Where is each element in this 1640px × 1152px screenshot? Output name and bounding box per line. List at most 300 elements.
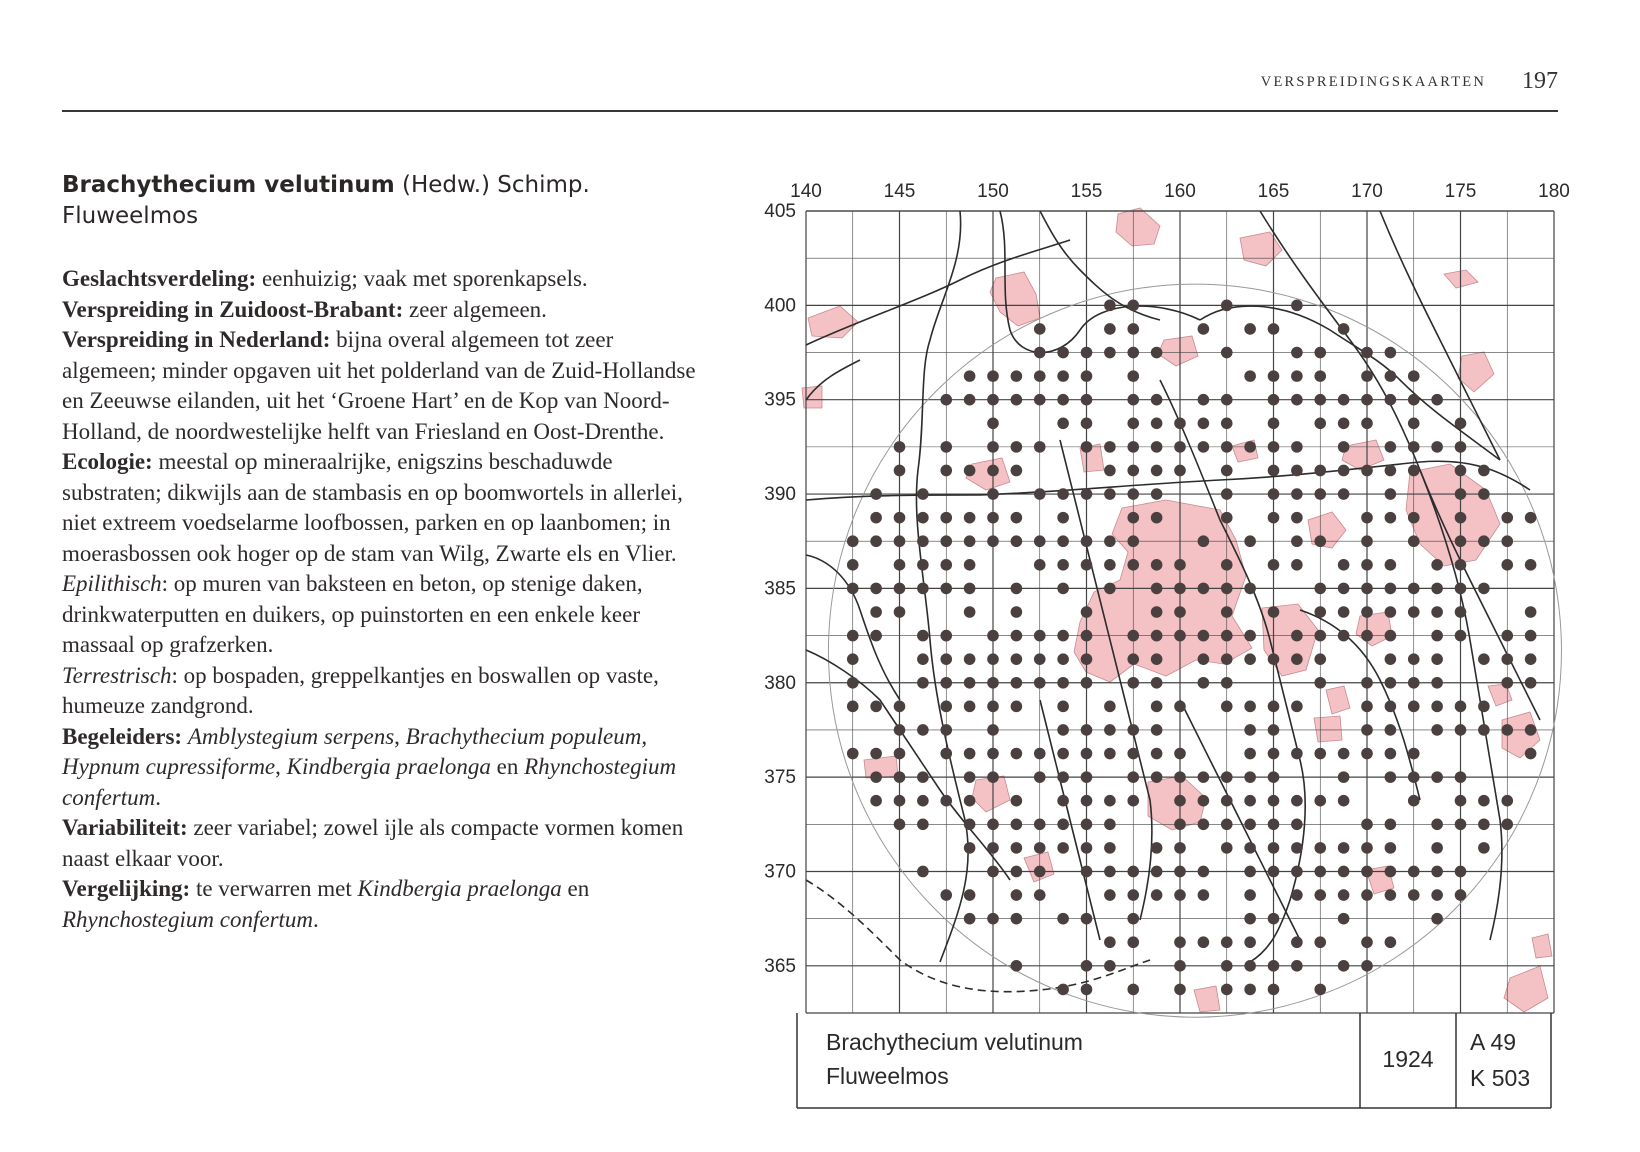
record-dot	[1314, 795, 1326, 807]
record-dot	[1081, 771, 1093, 783]
road-line	[806, 650, 1010, 880]
record-dot	[1408, 417, 1420, 429]
record-dot	[1361, 417, 1373, 429]
record-dot	[1127, 465, 1139, 477]
y-tick-label: 390	[764, 484, 796, 506]
record-dot	[1011, 465, 1023, 477]
record-dot	[1268, 960, 1280, 972]
record-dot	[1455, 583, 1467, 595]
record-dot	[1011, 818, 1023, 830]
record-dot	[1081, 417, 1093, 429]
record-dot	[1314, 347, 1326, 359]
record-dot	[1291, 866, 1303, 878]
page-number: 197	[1522, 68, 1558, 94]
record-dot	[1081, 960, 1093, 972]
record-dot	[1361, 866, 1373, 878]
text-variabiliteit: zeer variabel; zowel ijle als compacte vormen komen naast elkaar voor.	[62, 815, 684, 871]
record-dot	[1151, 347, 1163, 359]
record-dot	[894, 441, 906, 453]
record-dot	[1268, 701, 1280, 713]
record-dot	[894, 512, 906, 524]
record-dot	[1127, 347, 1139, 359]
label-verspreiding-zob: Verspreiding in Zuidoost-Brabant:	[62, 296, 404, 322]
record-dot	[894, 818, 906, 830]
record-dot	[1057, 512, 1069, 524]
record-dot	[1244, 771, 1256, 783]
record-dot	[1151, 441, 1163, 453]
record-dot	[917, 653, 929, 665]
record-dot	[940, 583, 952, 595]
record-dot	[1268, 771, 1280, 783]
record-dot	[1221, 653, 1233, 665]
record-dot	[1361, 583, 1373, 595]
record-dot	[1221, 417, 1233, 429]
conjunction: en	[490, 754, 525, 779]
record-dot	[1385, 370, 1397, 382]
record-dot	[870, 771, 882, 783]
label-terrestrisch: Terrestrisch	[62, 662, 172, 688]
record-dot	[987, 771, 999, 783]
record-dot	[894, 771, 906, 783]
record-dot	[1385, 488, 1397, 500]
record-dot	[1525, 630, 1537, 642]
record-dot	[1314, 606, 1326, 618]
record-dot	[1268, 441, 1280, 453]
record-dot	[1011, 653, 1023, 665]
record-dot	[1198, 936, 1210, 948]
record-dot	[1104, 465, 1116, 477]
record-dot	[1034, 630, 1046, 642]
record-dot	[1057, 913, 1069, 925]
record-dot	[1198, 535, 1210, 547]
record-dot	[1057, 370, 1069, 382]
record-dot	[1198, 866, 1210, 878]
record-dot	[894, 559, 906, 571]
record-dot	[1314, 866, 1326, 878]
record-dot	[1431, 889, 1443, 901]
record-dot	[1057, 488, 1069, 500]
record-dot	[1104, 748, 1116, 760]
record-dot	[1408, 370, 1420, 382]
record-dot	[847, 559, 859, 571]
species-kindbergia-compare: Kindbergia praelonga	[357, 876, 562, 901]
record-dot	[1174, 748, 1186, 760]
record-dot	[1385, 771, 1397, 783]
record-dot	[1338, 771, 1350, 783]
record-dot	[1268, 724, 1280, 736]
record-dot	[1244, 889, 1256, 901]
record-dot	[1127, 323, 1139, 335]
record-dot	[847, 748, 859, 760]
record-dot	[1431, 583, 1443, 595]
record-dot	[1338, 748, 1350, 760]
record-dot	[1455, 417, 1467, 429]
record-dot	[1244, 795, 1256, 807]
road-line	[1000, 211, 1200, 353]
record-dot	[1244, 842, 1256, 854]
record-dot	[964, 701, 976, 713]
record-dot	[940, 465, 952, 477]
record-dot	[1198, 630, 1210, 642]
record-dot	[1081, 441, 1093, 453]
record-dot	[1011, 394, 1023, 406]
record-dot	[1408, 512, 1420, 524]
record-dot	[1338, 630, 1350, 642]
record-dot	[1104, 889, 1116, 901]
record-dot	[1361, 370, 1373, 382]
record-dot	[1174, 936, 1186, 948]
y-tick-label: 405	[764, 201, 796, 222]
record-dot	[1057, 417, 1069, 429]
record-dot	[1057, 535, 1069, 547]
record-dot	[1011, 701, 1023, 713]
record-dot	[940, 677, 952, 689]
record-dot	[1104, 323, 1116, 335]
record-dot	[1268, 323, 1280, 335]
record-dot	[1361, 347, 1373, 359]
record-dot	[1431, 630, 1443, 642]
record-dot	[1525, 606, 1537, 618]
record-dot	[964, 394, 976, 406]
record-dot	[1081, 559, 1093, 571]
record-dot	[1104, 559, 1116, 571]
record-dot	[1268, 795, 1280, 807]
record-dot	[1291, 465, 1303, 477]
record-dot	[847, 677, 859, 689]
record-dot	[964, 370, 976, 382]
record-dot	[1268, 370, 1280, 382]
record-dot	[1455, 512, 1467, 524]
record-dot	[1268, 417, 1280, 429]
record-dot	[940, 512, 952, 524]
x-tick-label: 175	[1444, 181, 1477, 202]
record-dot	[1314, 630, 1326, 642]
legend-species-name: Brachythecium velutinum	[826, 1029, 1083, 1055]
record-dot	[1385, 347, 1397, 359]
species-amblystegium: Amblystegium serpens	[187, 723, 395, 749]
record-dot	[987, 701, 999, 713]
record-dot	[1314, 984, 1326, 996]
record-dot	[1244, 818, 1256, 830]
record-dot	[1081, 370, 1093, 382]
record-dot	[1408, 866, 1420, 878]
urban-area	[1406, 464, 1500, 566]
record-dot	[1034, 653, 1046, 665]
x-tick-label: 170	[1351, 181, 1383, 202]
record-dot	[1104, 724, 1116, 736]
record-dot	[1174, 441, 1186, 453]
record-dot	[1011, 748, 1023, 760]
record-dot	[1501, 677, 1513, 689]
record-dot	[1291, 701, 1303, 713]
record-dot	[987, 488, 999, 500]
record-dot	[1291, 488, 1303, 500]
record-dot	[1525, 512, 1537, 524]
record-dot	[964, 583, 976, 595]
record-dot	[1408, 465, 1420, 477]
record-dot	[1081, 724, 1093, 736]
period: .	[313, 906, 319, 932]
record-dot	[1057, 818, 1069, 830]
record-dot	[1455, 701, 1467, 713]
record-dot	[1104, 488, 1116, 500]
record-dot	[1338, 559, 1350, 571]
record-dot	[1385, 441, 1397, 453]
label-epilithisch: Epilithisch	[62, 571, 162, 596]
record-dot	[1314, 465, 1326, 477]
record-dot	[1268, 748, 1280, 760]
record-dot	[1338, 960, 1350, 972]
record-dot	[1408, 748, 1420, 760]
record-dot	[1221, 559, 1233, 571]
record-dot	[964, 512, 976, 524]
y-tick-label: 370	[764, 861, 796, 883]
record-dot	[1361, 842, 1373, 854]
record-dot	[1034, 370, 1046, 382]
record-dot	[1244, 701, 1256, 713]
record-dot	[1011, 535, 1023, 547]
record-dot	[1174, 818, 1186, 830]
legend-common-name: Fluweelmos	[826, 1063, 949, 1089]
record-dot	[870, 583, 882, 595]
record-dot	[1455, 889, 1467, 901]
record-dot	[1221, 583, 1233, 595]
record-dot	[917, 512, 929, 524]
record-dot	[1198, 583, 1210, 595]
legend-code-a: A 49	[1470, 1029, 1517, 1055]
record-dot	[1198, 889, 1210, 901]
record-dot	[1501, 724, 1513, 736]
record-dot	[940, 559, 952, 571]
record-dot	[1104, 936, 1116, 948]
text-vergelijking: te verwarren met	[190, 876, 358, 901]
record-dot	[940, 394, 952, 406]
label-verspreiding-nl: Verspreiding in Nederland:	[62, 327, 331, 352]
record-dot	[1455, 818, 1467, 830]
conjunction: en	[561, 876, 590, 901]
record-dot	[1104, 535, 1116, 547]
record-dot	[1361, 936, 1373, 948]
record-dot	[870, 488, 882, 500]
record-dot	[917, 559, 929, 571]
record-dot	[1244, 960, 1256, 972]
urban-area	[990, 272, 1040, 326]
record-dot	[1104, 866, 1116, 878]
text-verspreiding-zob: zeer algemeen.	[403, 296, 547, 322]
record-dot	[1244, 535, 1256, 547]
record-dot	[1525, 748, 1537, 760]
record-dot	[1478, 842, 1490, 854]
record-dot	[1221, 630, 1233, 642]
record-dot	[1011, 370, 1023, 382]
record-dot	[1034, 441, 1046, 453]
legend-year: 1924	[1382, 1046, 1434, 1072]
y-tick-label: 380	[764, 672, 796, 694]
record-dot	[1104, 795, 1116, 807]
record-dot	[1361, 630, 1373, 642]
record-dot	[1244, 748, 1256, 760]
species-hypnum: Hypnum cupressiforme	[62, 754, 276, 779]
record-dot	[1034, 748, 1046, 760]
record-dot	[1174, 842, 1186, 854]
record-dot	[1011, 512, 1023, 524]
record-dot	[894, 724, 906, 736]
record-dot	[1174, 465, 1186, 477]
record-dot	[1174, 630, 1186, 642]
road-line	[1040, 700, 1100, 940]
record-dot	[1221, 842, 1233, 854]
record-dot	[1244, 984, 1256, 996]
record-dot	[1057, 677, 1069, 689]
record-dot	[987, 512, 999, 524]
record-dot	[1478, 795, 1490, 807]
record-dot	[1034, 394, 1046, 406]
record-dot	[1525, 724, 1537, 736]
record-dot	[1221, 701, 1233, 713]
record-dot	[1011, 606, 1023, 618]
record-dot	[1011, 960, 1023, 972]
urban-area	[1116, 208, 1160, 246]
record-dot	[1221, 347, 1233, 359]
record-dot	[1338, 394, 1350, 406]
y-tick-label: 395	[764, 389, 796, 411]
record-dot	[1081, 653, 1093, 665]
record-dot	[1385, 724, 1397, 736]
record-dot	[1151, 866, 1163, 878]
record-dot	[1221, 512, 1233, 524]
record-dot	[1501, 795, 1513, 807]
record-dot	[1081, 795, 1093, 807]
record-dot	[1385, 653, 1397, 665]
record-dot	[1244, 936, 1256, 948]
record-dot	[870, 630, 882, 642]
record-dot	[1081, 984, 1093, 996]
record-dot	[1221, 771, 1233, 783]
record-dot	[1151, 606, 1163, 618]
record-dot	[1151, 465, 1163, 477]
record-dot	[1081, 535, 1093, 547]
record-dot	[1455, 535, 1467, 547]
record-dot	[1011, 795, 1023, 807]
record-dot	[1221, 818, 1233, 830]
record-dot	[964, 465, 976, 477]
record-dot	[964, 653, 976, 665]
record-dot	[1034, 677, 1046, 689]
record-dot	[1431, 606, 1443, 618]
record-dot	[1151, 653, 1163, 665]
record-dot	[870, 795, 882, 807]
record-dot	[1338, 441, 1350, 453]
record-dot	[1127, 677, 1139, 689]
label-vergelijking: Vergelijking:	[62, 876, 191, 901]
record-dot	[1057, 748, 1069, 760]
record-dot	[964, 677, 976, 689]
record-dot	[1291, 535, 1303, 547]
x-tick-label: 180	[1538, 181, 1570, 202]
record-dot	[1057, 583, 1069, 595]
record-dot	[1431, 913, 1443, 925]
record-dot	[1127, 984, 1139, 996]
urban-area	[1356, 612, 1392, 646]
record-dot	[987, 677, 999, 689]
record-dot	[1244, 724, 1256, 736]
record-dot	[1174, 701, 1186, 713]
record-dot	[1127, 913, 1139, 925]
record-dot	[987, 842, 999, 854]
record-dot	[1081, 630, 1093, 642]
species-kindbergia: Kindbergia praelonga	[286, 754, 491, 779]
record-dot	[1057, 701, 1069, 713]
record-dot	[894, 701, 906, 713]
record-dot	[1361, 535, 1373, 547]
record-dot	[1221, 300, 1233, 312]
record-dot	[1011, 677, 1023, 689]
record-dot	[1244, 370, 1256, 382]
road-line	[1380, 211, 1500, 460]
record-dot	[1011, 842, 1023, 854]
record-dot	[917, 795, 929, 807]
record-dot	[1291, 653, 1303, 665]
record-dot	[1478, 818, 1490, 830]
record-dot	[1291, 818, 1303, 830]
record-dot	[1431, 677, 1443, 689]
record-dot	[1244, 323, 1256, 335]
record-dot	[1314, 748, 1326, 760]
record-dot	[1034, 488, 1046, 500]
map-legend	[797, 1013, 1551, 1108]
record-dot	[1431, 866, 1443, 878]
record-dot	[1314, 394, 1326, 406]
record-dot	[1291, 300, 1303, 312]
record-dot	[1244, 913, 1256, 925]
record-dot	[1431, 771, 1443, 783]
record-dot	[1455, 465, 1467, 477]
record-dot	[1455, 630, 1467, 642]
urban-area	[1194, 986, 1220, 1012]
record-dot	[1455, 606, 1467, 618]
y-tick-label: 375	[764, 767, 796, 789]
record-dot	[847, 701, 859, 713]
record-dot	[1221, 394, 1233, 406]
record-dot	[1385, 936, 1397, 948]
record-dot	[1408, 583, 1420, 595]
record-dot	[1385, 630, 1397, 642]
record-dot	[1151, 724, 1163, 736]
text-geslachtsverdeling: eenhuizig; vaak met sporenkapsels.	[256, 266, 588, 291]
record-dot	[1151, 488, 1163, 500]
record-dot	[1431, 842, 1443, 854]
label-geslachtsverdeling: Geslachtsverdeling:	[62, 266, 257, 291]
record-dot	[1244, 630, 1256, 642]
species-rhynchostegium: Rhynchostegium confertum	[62, 754, 677, 810]
record-dot	[940, 535, 952, 547]
legend-code-k: K 503	[1470, 1065, 1531, 1091]
record-dot	[1291, 630, 1303, 642]
record-dot	[1314, 842, 1326, 854]
record-dot	[1011, 583, 1023, 595]
record-dot	[917, 535, 929, 547]
record-dot	[1127, 417, 1139, 429]
record-dot	[1127, 300, 1139, 312]
record-dot	[1268, 488, 1280, 500]
record-dot	[1104, 960, 1116, 972]
record-dot	[1057, 795, 1069, 807]
record-dot	[917, 771, 929, 783]
record-dot	[1127, 653, 1139, 665]
record-dot	[1151, 842, 1163, 854]
record-dot	[1408, 653, 1420, 665]
record-dot	[1127, 559, 1139, 571]
